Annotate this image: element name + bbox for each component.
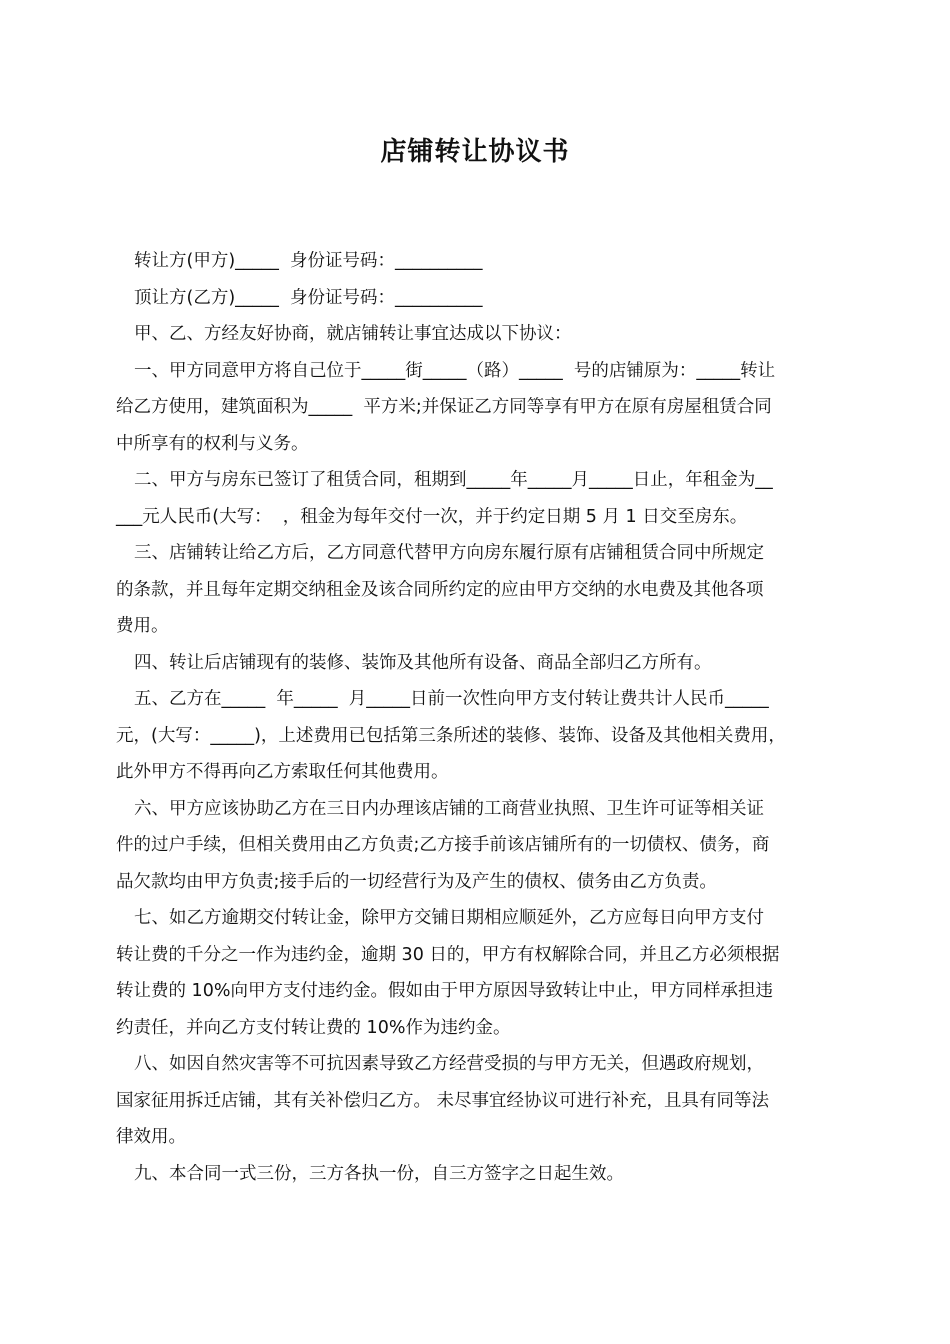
clause-1-line-1: 一、甲方同意甲方将自己位于_____街_____（路）_____ 号的店铺原为：_____转让: [134, 360, 776, 381]
clause-6-line-3: 品欠款均由甲方负责;接手后的一切经营行为及产生的债权、债务由乙方负责。: [116, 871, 717, 892]
clause-6-line-1: 六、甲方应该协助乙方在三日内办理该店铺的工商营业执照、卫生许可证等相关证: [134, 798, 764, 819]
clause-5-line-3: 此外甲方不得再向乙方索取任何其他费用。: [116, 762, 449, 782]
clause-3-line-2: 的条款，并且每年定期交纳租金及该合同所约定的应由甲方交纳的水电费及其他各项: [116, 579, 764, 600]
transferee-line: 顶让方(乙方)_____ 身份证号码：__________: [134, 287, 483, 308]
document-body: [116, 243, 844, 1192]
clause-6-line-2: 件的过户手续，但相关费用由乙方负责;乙方接手前该店铺所有的一切债权、债务，商: [116, 835, 770, 855]
transferor-line: 转让方(甲方)_____ 身份证号码：__________: [134, 251, 483, 271]
clause-8-line-1: 八、如因自然灾害等不可抗因素导致乙方经营受损的与甲方无关，但遇政府规划，: [134, 1054, 764, 1074]
clause-9-line-1: 九、本合同一式三份，三方各执一份，自三方签字之日起生效。: [134, 1163, 624, 1184]
clause-3-line-1: 三、店铺转让给乙方后，乙方同意代替甲方向房东履行原有店铺租赁合同中所规定: [134, 543, 764, 563]
document-title: 店铺转让协议书: [380, 137, 570, 167]
clause-2-line-2: ___元人民币(大写： ，租金为每年交付一次，并于约定日期 5 月 1 日交至房东。: [116, 506, 748, 527]
clause-8-line-2: 国家征用拆迁店铺，其有关补偿归乙方。 未尽事宜经协议可进行补充，且具有同等法: [116, 1090, 770, 1111]
clause-1-line-3: 中所享有的权利与义务。: [116, 433, 309, 454]
clause-7-line-3: 转让费的 10%向甲方支付违约金。假如由于甲方原因导致转让中止，甲方同样承担违: [116, 981, 773, 1001]
clause-2-line-1: 二、甲方与房东已签订了租赁合同，租期到_____年_____月_____日止，年租金为__: [134, 470, 773, 490]
clause-5-line-1: 五、乙方在_____ 年_____ 月_____日前一次性向甲方支付转让费共计人民币_____: [134, 689, 769, 709]
clause-4-line-1: 四、转让后店铺现有的装修、装饰及其他所有设备、商品全部归乙方所有。: [134, 652, 712, 673]
clause-5-line-2: 元，(大写：_____)，上述费用已包括第三条所述的装修、装饰、设备及其他相关费用，: [116, 725, 786, 746]
clause-3-line-3: 费用。: [116, 616, 169, 636]
agreement-intro: 甲、乙、方经友好协商，就店铺转让事宜达成以下协议：: [134, 324, 572, 344]
clause-7-line-2: 转让费的千分之一作为违约金，逾期 30 日的，甲方有权解除合同，并且乙方必须根据: [116, 944, 780, 965]
clause-8-line-3: 律效用。: [116, 1127, 186, 1147]
clause-7-line-4: 约责任，并向乙方支付转让费的 10%作为违约金。: [116, 1017, 511, 1038]
clause-7-line-1: 七、如乙方逾期交付转让金，除甲方交铺日期相应顺延外，乙方应每日向甲方支付: [134, 908, 764, 928]
clause-1-line-2: 给乙方使用，建筑面积为_____ 平方米;并保证乙方同等享有甲方在原有房屋租赁合同: [116, 397, 772, 417]
